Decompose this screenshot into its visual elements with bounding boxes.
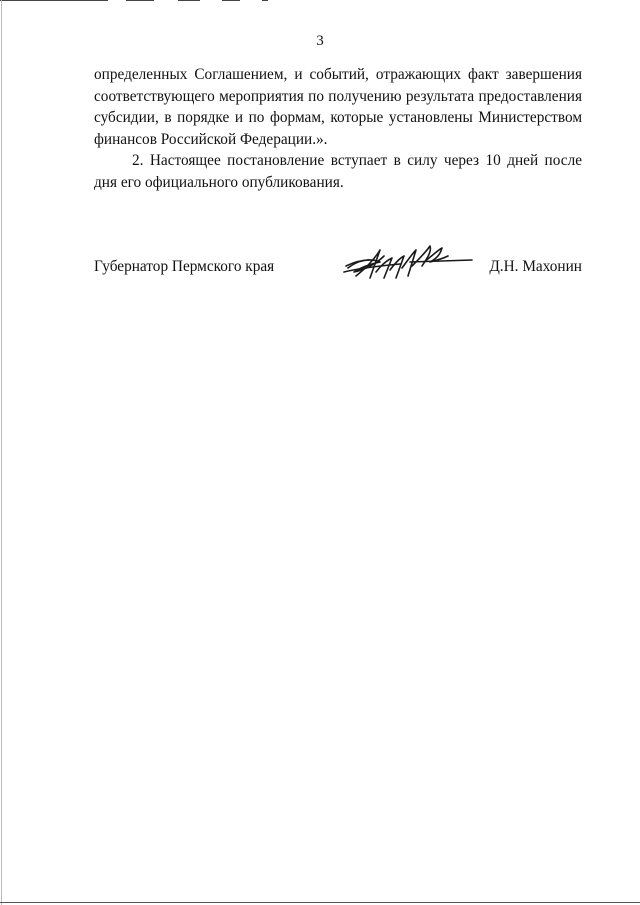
signatory-name: Д.Н. Махонин <box>489 258 582 275</box>
signature-block <box>94 258 582 280</box>
signatory-position: Губернатор Пермского края <box>94 258 275 275</box>
scan-edge-top <box>0 0 270 2</box>
paragraph-continuation: определенных Соглашением, и событий, отражающих факт завершения соответствующего мероприятия по получению результата предоставления субсидии, в порядке и по формам, которые установлены Министерством финансов Российской Федерации.». <box>94 66 582 148</box>
paragraph-effective-date: 2. Настоящее постановление вступает в силу через 10 дней после дня его официального опубликования. <box>94 152 582 191</box>
handwritten-signature <box>340 238 476 286</box>
page-number: 3 <box>316 33 324 49</box>
scan-edge-left <box>1 0 2 905</box>
scan-edge-bottom <box>0 902 640 903</box>
document-body <box>94 64 582 193</box>
